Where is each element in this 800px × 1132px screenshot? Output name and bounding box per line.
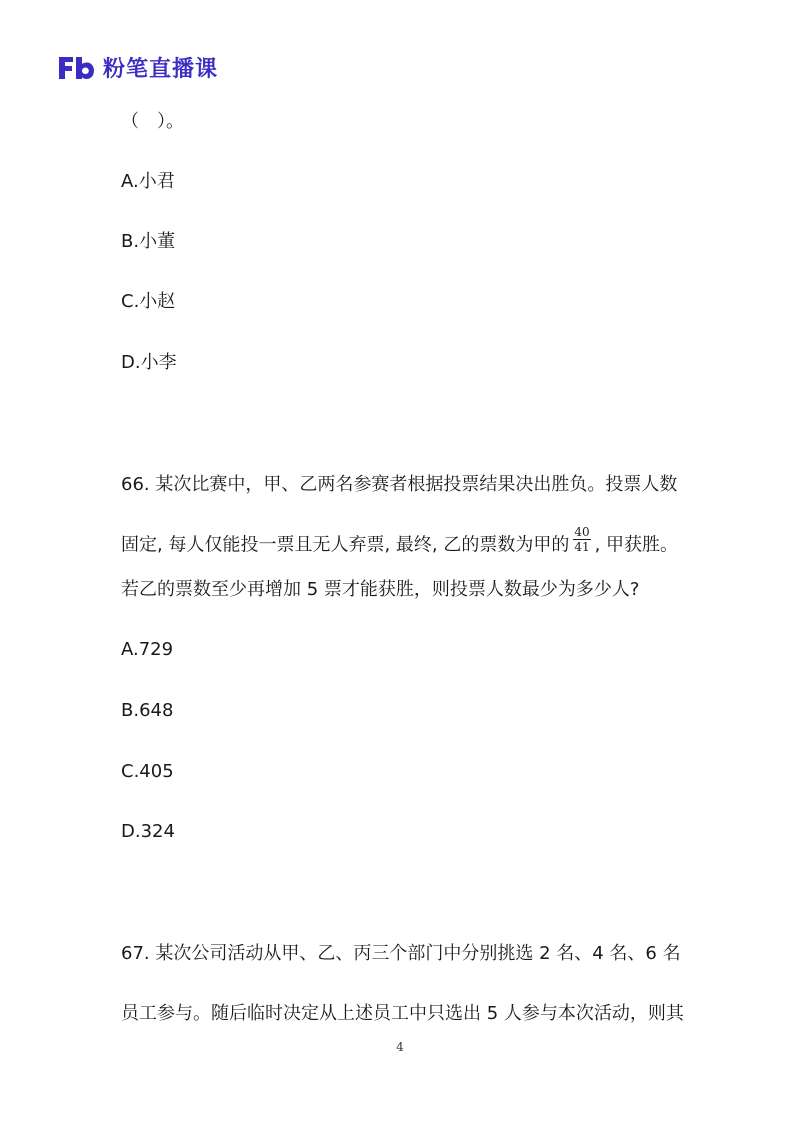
q66-stem-line2 [121,525,679,560]
q66-stem-line2-before: 固定, 每人仅能投一票且无人弃票, 最终, 乙的票数为甲的 [121,534,570,556]
option-a: A.小君 [121,171,175,192]
q66-stem-line2-after: , 甲获胜。 [594,534,679,556]
q66-option-a: A.729 [121,639,174,660]
option-d: D.小李 [121,352,177,373]
q66-stem-line1: 66. 某次比赛中，甲、乙两名参赛者根据投票结果决出胜负。投票人数 [121,474,678,495]
brand-name: 粉笔直播课 [103,56,219,82]
q66-option-b: B.648 [121,700,174,721]
q66-option-c: C.405 [121,761,174,782]
question-stem-tail: （ ）。 [121,111,184,132]
fb-logo-icon [57,53,95,81]
fraction-40-41 [573,525,590,554]
q67-stem-line1: 67. 某次公司活动从甲、乙、丙三个部门中分别挑选 2 名、4 名、6 名 [121,943,681,964]
page-number: 4 [396,1040,404,1054]
q66-stem-line3: 若乙的票数至少再增加 5 票才能获胜，则投票人数最少为多少人? [121,579,640,600]
option-c: C.小赵 [121,291,176,312]
q67-stem-line2: 员工参与。随后临时决定从上述员工中只选出 5 人参与本次活动，则其 [121,1003,684,1024]
q66-option-d: D.324 [121,821,175,842]
option-b: B.小董 [121,231,176,252]
brand-logo [57,52,218,82]
fraction-numerator: 40 [574,525,590,539]
fraction-denominator: 41 [574,540,590,554]
